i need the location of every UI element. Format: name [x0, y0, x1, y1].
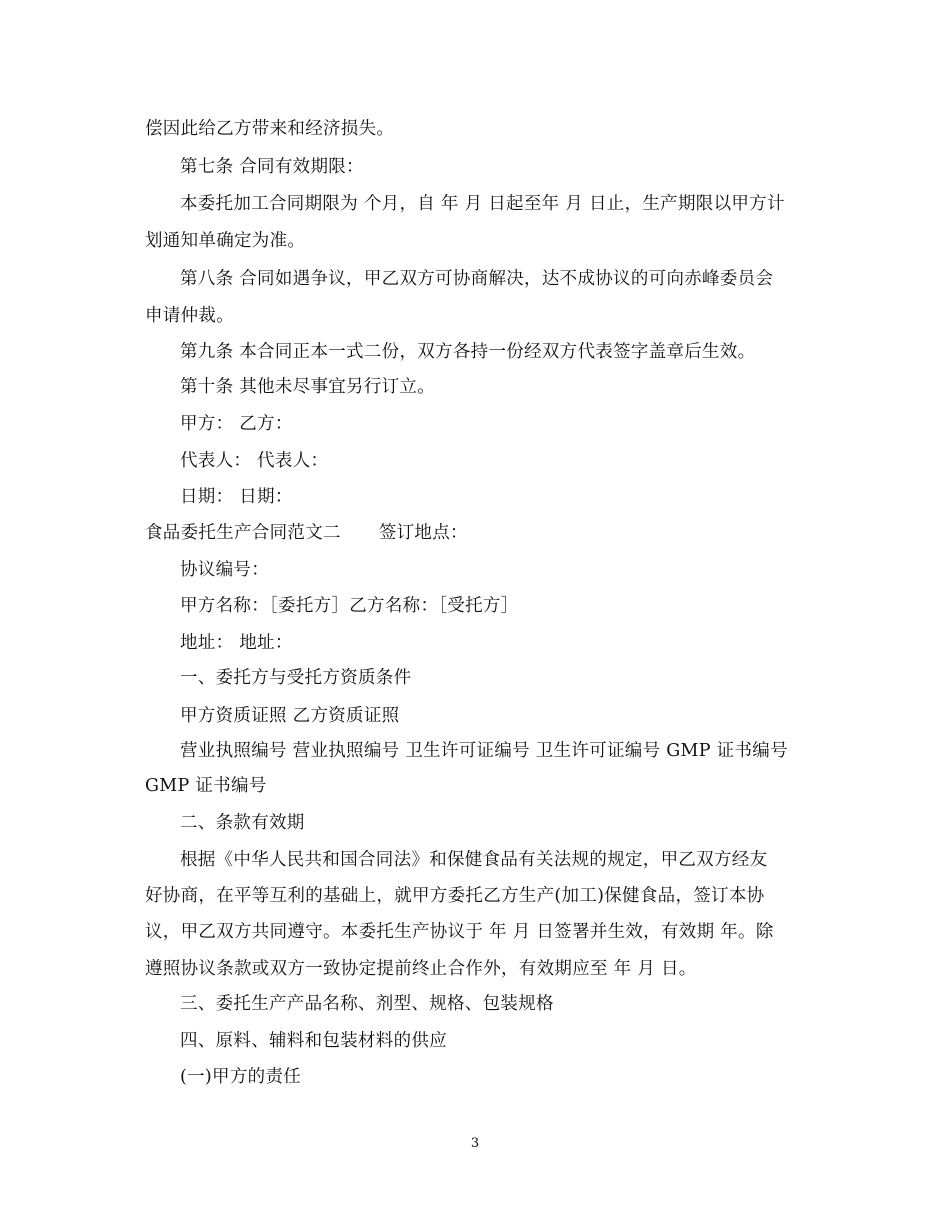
text-line: 地址： 地址： — [180, 633, 293, 653]
text-line: 遵照协议条款或双方一致协定提前终止合作外，有效期应至 年 月 日。 — [145, 959, 697, 979]
section-heading — [145, 521, 468, 545]
signature-line: 代表人： 代表人： — [180, 451, 329, 471]
text-line: GMP 证书编号 — [145, 776, 267, 796]
text-line: 划通知单确定为准。 — [145, 231, 306, 251]
text-line: 本委托加工合同期限为 个月，自 年 月 日起至年 月 日止，生产期限以甲方计 — [180, 194, 785, 214]
text-line: 协议编号： — [180, 560, 269, 580]
text-line: 第八条 合同如遇争议，甲乙双方可协商解决，达不成协议的可向赤峰委员会 — [180, 269, 774, 289]
text-line: 甲方名称：［委托方］乙方名称：［受托方］ — [180, 596, 519, 616]
text-line: 甲方资质证照 乙方资质证照 — [180, 706, 400, 726]
text-line: 根据《中华人民共和国合同法》和保健食品有关法规的规定，甲乙双方经友 — [180, 850, 768, 870]
text-line: 第九条 本合同正本一式二份，双方各持一份经双方代表签字盖章后生效。 — [180, 342, 756, 362]
text-line: 偿因此给乙方带来和经济损失。 — [145, 119, 395, 139]
signature-line: 日期： 日期： — [180, 487, 293, 507]
text-line: 申请仲裁。 — [145, 306, 234, 326]
section-heading: 二、条款有效期 — [180, 813, 305, 833]
text-line: 好协商，在平等互利的基础上，就甲方委托乙方生产(加工)保健食品，签订本协 — [145, 886, 765, 906]
section-heading: 三、委托生产产品名称、剂型、规格、包装规格 — [180, 994, 554, 1014]
section-heading: (一)甲方的责任 — [180, 1067, 302, 1087]
section-heading: 四、原料、辅料和包装材料的供应 — [180, 1031, 447, 1051]
signature-line: 甲方： 乙方： — [180, 414, 293, 434]
text-line: 营业执照编号 营业执照编号 卫生许可证编号 卫生许可证编号 GMP 证书编号 — [180, 741, 788, 761]
document-title: 食品委托生产合同范文二 — [145, 523, 341, 543]
section-heading: 一、委托方与受托方资质条件 — [180, 668, 412, 688]
text-line: 第七条 合同有效期限： — [180, 157, 364, 177]
page-number: 3 — [470, 1136, 480, 1151]
signing-place-label: 签订地点： — [378, 523, 468, 543]
text-line: 第十条 其他未尽事宜另行订立。 — [180, 377, 436, 397]
text-line: 议，甲乙双方共同遵守。本委托生产协议于 年 月 日签署并生效，有效期 年。除 — [145, 922, 774, 942]
